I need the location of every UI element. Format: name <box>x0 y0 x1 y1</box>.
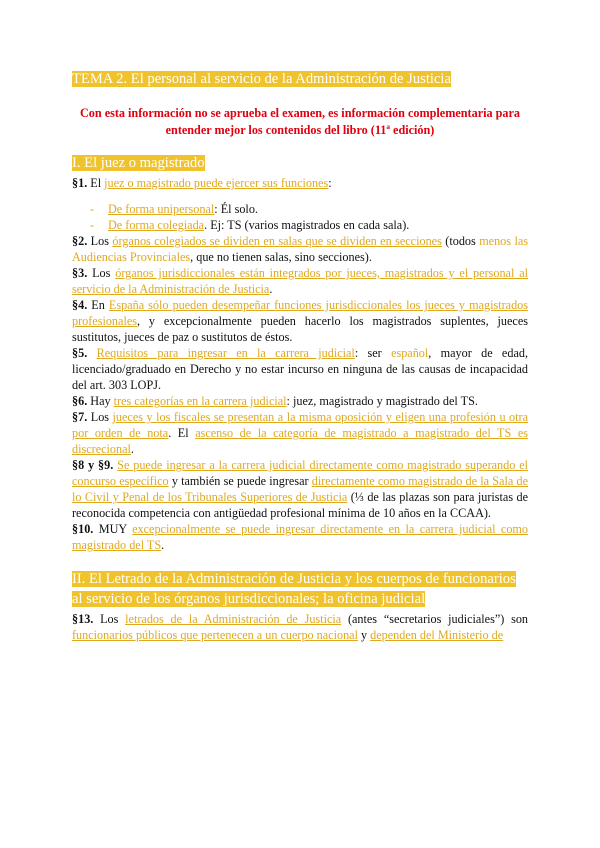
link-ascenso[interactable]: ascenso de la categoría de magistrado a magistrado del TS es discrecional <box>72 426 528 456</box>
section-heading-juez: I. El juez o magistrado <box>72 155 205 171</box>
paragraph-3: §3. Los órganos jurisdiccionales están integrados por jueces, magistrados y el personal al servicio de la Administración de Justicia. <box>72 266 528 296</box>
link-sala-civil-penal[interactable]: directamente como magistrado de la Sala de lo Civil y Penal de los Tribunales Superiores de Justicia <box>72 474 528 504</box>
link-oposicion[interactable]: jueces y los fiscales se presentan a la misma oposición y eligen una profesión u otra por orden de nota <box>72 410 528 440</box>
link-juez-funciones[interactable]: juez o magistrado puede ejercer sus funciones <box>104 176 329 190</box>
link-organos-colegiados[interactable]: órganos colegiados se dividen en salas que se dividen en secciones <box>112 234 442 248</box>
paragraph-4: §4. En España sólo pueden desempeñar funciones jurisdiccionales los jueces y magistrados profesionales, y excepcionalmente pueden hacerlo los magistrados suplentes, jueces sustitutos, jueces de paz o sustitutos de éstos. <box>72 298 528 344</box>
link-ministerio[interactable]: dependen del Ministerio de <box>370 628 504 642</box>
link-organos-jurisdiccionales[interactable]: órganos jurisdiccionales están integrados por jueces, magistrados y el personal al servicio de la Administración de Justicia <box>72 266 528 296</box>
link-colegiada[interactable]: De forma colegiada <box>108 218 205 232</box>
paragraph-1: §1. El juez o magistrado puede ejercer sus funciones: <box>72 176 332 190</box>
disclaimer-notice: Con esta información no se aprueba el examen, es información complementaria para entender mejor los contenidos del libro (11ª edición) <box>79 106 521 137</box>
dash-bullet: - <box>90 202 95 216</box>
link-requisitos[interactable]: Requisitos para ingresar en la carrera judicial <box>96 346 355 360</box>
list-item: - De forma unipersonal: Él solo. <box>90 202 258 216</box>
paragraph-6: §6. Hay tres categorías en la carrera judicial: juez, magistrado y magistrado del TS. <box>72 394 478 408</box>
paragraph-13: §13. Los letrados de la Administración de Justicia (antes “secretarios judiciales”) son funcionarios públicos que pertenecen a un cuerpo nacional y dependen del Ministerio de <box>72 612 529 642</box>
paragraph-10: §10. MUY excepcionalmente se puede ingresar directamente en la carrera judicial como magistrado del TS. <box>72 522 528 552</box>
link-unipersonal[interactable]: De forma unipersonal <box>108 202 215 216</box>
page-title: TEMA 2. El personal al servicio de la Administración de Justicia <box>72 71 451 87</box>
paragraph-8-9: §8 y §9. Se puede ingresar a la carrera judicial directamente como magistrado superando el concurso específico y también se puede ingresar directamente como magistrado de la Sala de lo Civil y Penal de los Tribunales Superiores de Justicia (⅓ de las plazas son para juristas de reconocida competencia con antigüedad profesional mínima de 10 años en la CCAA). <box>72 458 529 520</box>
link-jueces-profesionales[interactable]: España sólo pueden desempeñar funciones jurisdiccionales los jueces y magistrados profesionales <box>72 298 528 328</box>
forms-list <box>72 201 528 233</box>
link-funcionarios-publicos[interactable]: funcionarios públicos que pertenecen a un cuerpo nacional <box>72 628 358 642</box>
paragraph-5: §5. Requisitos para ingresar en la carrera judicial: ser español, mayor de edad, licenciado/graduado en Derecho y no estar incurso en ninguna de las causas de incapacidad del art. 303 LOPJ. <box>72 346 528 392</box>
dash-bullet: - <box>90 218 95 232</box>
section-heading-letrado: II. El Letrado de la Administración de Justicia y los cuerpos de funcionarios al servicio de los órganos jurisdiccionales; la oficina judicial <box>72 571 516 607</box>
list-item: - De forma colegiada. Ej: TS (varios magistrados en cada sala). <box>90 218 410 232</box>
audiencias-provinciales-text: menos las Audiencias Provinciales <box>72 234 529 264</box>
paragraph-2: §2. Los órganos colegiados se dividen en salas que se dividen en secciones (todos menos las Audiencias Provinciales, que no tienen salas, sino secciones). <box>72 234 529 264</box>
espanol-text: español <box>391 346 429 360</box>
link-tres-categorias[interactable]: tres categorías en la carrera judicial <box>113 394 287 408</box>
paragraph-7: §7. Los jueces y los fiscales se presentan a la misma oposición y eligen una profesión u otra por orden de nota. El ascenso de la categoría de magistrado a magistrado del TS es discrecional. <box>72 410 528 456</box>
link-letrados[interactable]: letrados de la Administración de Justicia <box>125 612 342 626</box>
link-concurso-especifico[interactable]: Se puede ingresar a la carrera judicial directamente como magistrado superando el concurso específico <box>72 458 529 488</box>
link-magistrado-ts[interactable]: excepcionalmente se puede ingresar directamente en la carrera judicial como magistrado del TS <box>72 522 528 552</box>
